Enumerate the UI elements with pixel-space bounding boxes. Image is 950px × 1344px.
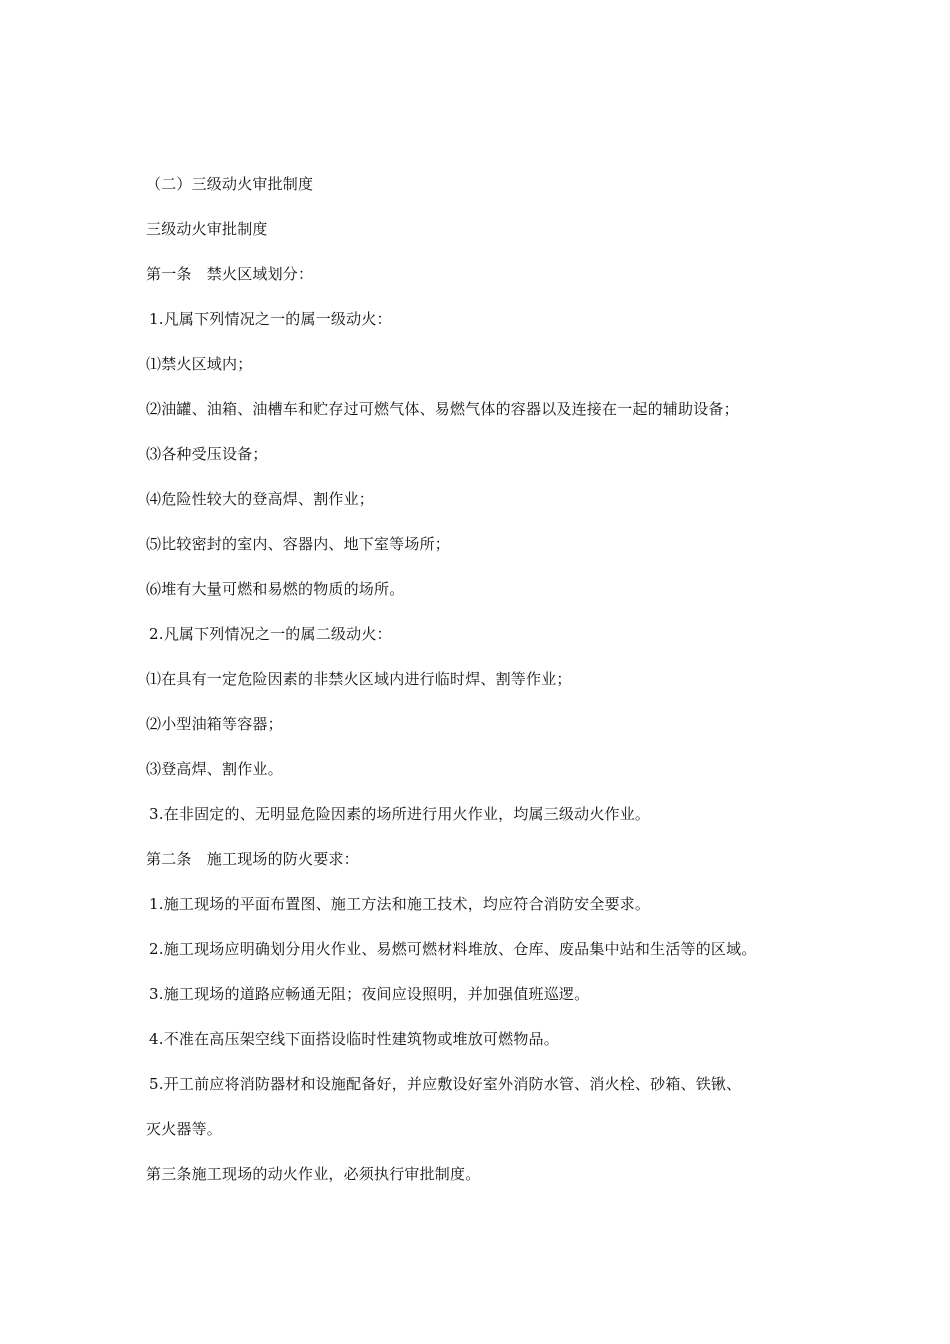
article-1-item-2: 2.凡属下列情况之一的属二级动火： (149, 625, 392, 643)
article-2-heading: 第二条 施工现场的防火要求： (146, 850, 359, 868)
article-1-item-2-sub-2: ⑵小型油箱等容器； (146, 715, 283, 733)
article-1-item-1-sub-1: ⑴禁火区域内； (146, 355, 253, 373)
article-2-item-5: 5.开工前应将消防器材和设施配备好，并应敷设好室外消防水管、消火栓、砂箱、铁锹、 (149, 1075, 742, 1093)
article-2-item-4: 4.不准在高压架空线下面搭设临时性建筑物或堆放可燃物品。 (149, 1030, 559, 1048)
article-1-item-1-sub-2: ⑵油罐、油箱、油槽车和贮存过可燃气体、易燃气体的容器以及连接在一起的辅助设备； (146, 400, 739, 418)
article-2-item-3: 3.施工现场的道路应畅通无阻；夜间应设照明，并加强值班巡逻。 (149, 985, 590, 1003)
article-1-item-2-sub-1: ⑴在具有一定危险因素的非禁火区域内进行临时焊、割等作业； (146, 670, 572, 688)
document-body (146, 170, 846, 1205)
article-1-item-1-sub-5: ⑸比较密封的室内、容器内、地下室等场所； (146, 535, 451, 553)
article-1-item-1-sub-3: ⑶各种受压设备； (146, 445, 268, 463)
article-1-item-2-sub-3: ⑶登高焊、割作业。 (146, 760, 283, 778)
document-title: 三级动火审批制度 (146, 220, 268, 238)
section-heading: （二）三级动火审批制度 (146, 175, 314, 193)
article-3-heading: 第三条施工现场的动火作业，必须执行审批制度。 (146, 1165, 481, 1183)
article-1-item-3: 3.在非固定的、无明显危险因素的场所进行用火作业，均属三级动火作业。 (149, 805, 651, 823)
article-1-item-1-sub-6: ⑹堆有大量可燃和易燃的物质的场所。 (146, 580, 405, 598)
article-2-item-5-continued: 灭火器等。 (146, 1120, 223, 1138)
article-1-heading: 第一条 禁火区域划分： (146, 265, 314, 283)
article-1-item-1: 1.凡属下列情况之一的属一级动火： (149, 310, 392, 328)
article-2-item-1: 1.施工现场的平面布置图、施工方法和施工技术，均应符合消防安全要求。 (149, 895, 651, 913)
article-2-item-2: 2.施工现场应明确划分用火作业、易燃可燃材料堆放、仓库、废品集中站和生活等的区域。 (149, 940, 757, 958)
article-1-item-1-sub-4: ⑷危险性较大的登高焊、割作业； (146, 490, 375, 508)
